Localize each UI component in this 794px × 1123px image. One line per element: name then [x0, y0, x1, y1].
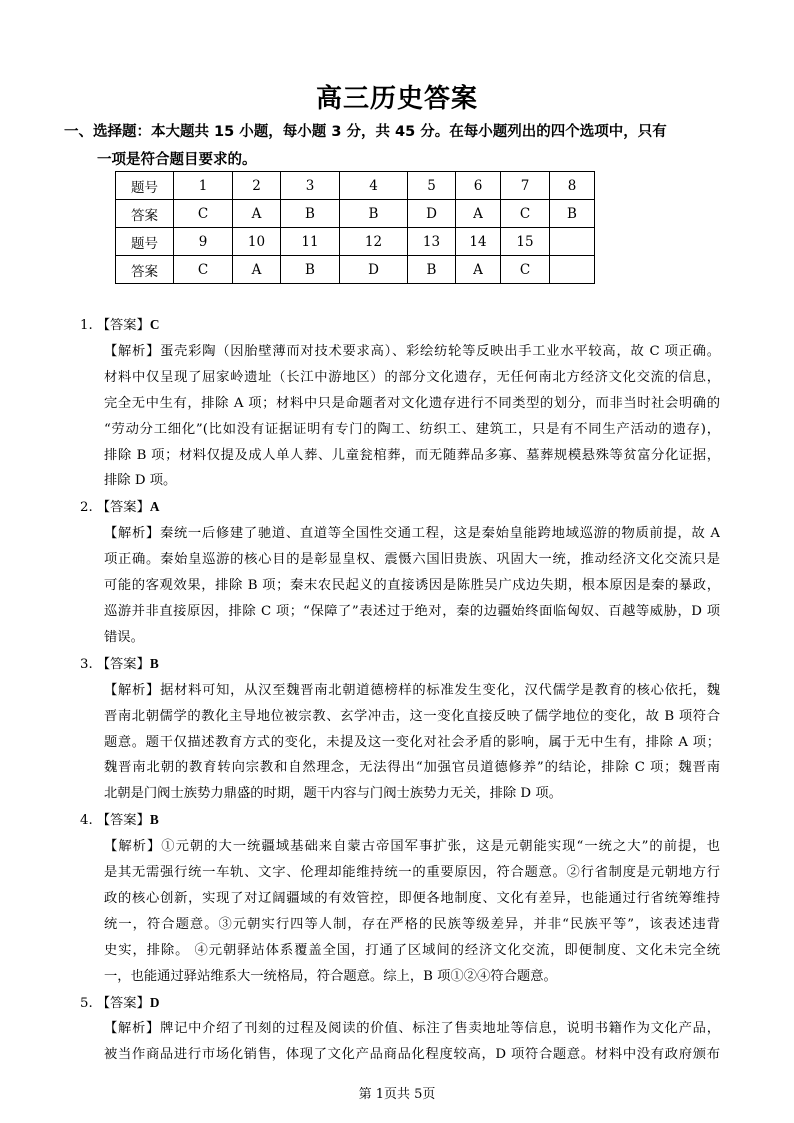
analysis-line: 政的核心创新，实现了对辽阔疆域的有效管控，即便各地制度、文化有差异，也能通过行省统筹维持 — [104, 890, 720, 906]
row-header-cell: 答案 — [116, 200, 174, 228]
answer-label: 【答案】 — [96, 500, 150, 516]
table-cell: B — [340, 200, 408, 228]
answer-label: 【答案】 — [96, 318, 150, 333]
answer-line — [80, 312, 720, 339]
analysis-line: 北朝是门阀士族势力鼎盛的时期，题干内容与门阀士族势力无关，排除 D 项。 — [104, 786, 562, 802]
answer-table — [115, 171, 595, 284]
item-number: 5. — [80, 995, 93, 1011]
answer-explanations — [80, 312, 720, 1068]
section-heading — [64, 118, 724, 174]
analysis-line: 是其无需强行统一车轨、文字、伦理却能维持统一的重要原因，符合题意。②行省制度是元朝地方行 — [104, 865, 720, 881]
answer-line — [80, 494, 720, 521]
answer-label: 【答案】 — [96, 813, 150, 829]
item-number: 1. — [80, 318, 93, 333]
row-header-cell: 题号 — [116, 172, 174, 200]
section-heading-line: 一、选择题：本大题共 15 小题，每小题 3 分，共 45 分。在每小题列出的四个选项中，只有 — [64, 124, 667, 140]
answer-item — [80, 990, 720, 1069]
table-cell: B — [281, 200, 340, 228]
table-cell: B — [281, 256, 340, 284]
analysis-line: 【解析】据材料可知，从汉至魏晋南北朝道德榜样的标准发生变化，汉代儒学是教育的核心依托，魏 — [104, 682, 720, 698]
table-cell: B — [550, 200, 595, 228]
table-cell: B — [408, 256, 456, 284]
page-title: 高三历史答案 — [315, 84, 478, 114]
analysis-line: 巡游并非直接原因，排除 C 项；“保障了”表述过于绝对，秦的边疆始终面临匈奴、百越等威胁，D 项 — [104, 603, 720, 619]
table-cell: C — [174, 256, 233, 284]
analysis-line: “劳动分工细化”(比如没有证据证明有专门的陶工、纺织工、建筑工，只是有不同生产活动的遗存)， — [104, 421, 720, 437]
table-row — [116, 228, 595, 256]
analysis-line: 【解析】①元朝的大一统疆域基础来自蒙古帝国军事扩张，这是元朝能实现“一统之大”的前提，也 — [104, 839, 720, 855]
answer-line — [80, 990, 720, 1017]
table-cell — [550, 228, 595, 256]
analysis-line: 被当作商品进行市场化销售，体现了文化产品商品化程度较高，D 项符合题意。材料中没有政府颁布 — [104, 1047, 720, 1063]
analysis-line: 可能的客观效果，排除 B 项；秦末农民起义的直接诱因是陈胜吴广戍边失期，根本原因是秦的暴政， — [104, 578, 720, 594]
row-header-cell: 答案 — [116, 256, 174, 284]
section-heading-line: 一项是符合题目要求的。 — [97, 152, 257, 168]
table-cell: 1 — [174, 172, 233, 200]
analysis-line: 晋南北朝儒学的教化主导地位被宗教、玄学冲击，这一变化直接反映了儒学地位的变化，故 B 项符合 — [104, 708, 720, 724]
table-cell: A — [456, 256, 501, 284]
table-cell: 11 — [281, 228, 340, 256]
table-cell: 8 — [550, 172, 595, 200]
table-cell: 4 — [340, 172, 408, 200]
table-cell: 14 — [456, 228, 501, 256]
analysis-line: 题意。题干仅描述教育方式的变化，未提及这一变化对社会矛盾的影响，属于无中生有，排除 A 项； — [104, 734, 720, 750]
item-number: 3. — [80, 656, 93, 672]
analysis-line: 完全无中生有，排除 A 项；材料中只是命题者对文化遗存进行不同类型的划分，而非当时社会明确的 — [104, 395, 720, 411]
table-cell: 6 — [456, 172, 501, 200]
answer-item — [80, 494, 720, 650]
analysis-line: 错误。 — [104, 629, 144, 645]
item-number: 4. — [80, 813, 93, 829]
table-cell: D — [340, 256, 408, 284]
answer-line — [80, 651, 720, 678]
table-cell: 15 — [501, 228, 550, 256]
table-cell: A — [456, 200, 501, 228]
table-cell: 3 — [281, 172, 340, 200]
answer-label: 【答案】 — [96, 995, 150, 1011]
answer-letter: A — [149, 499, 160, 515]
analysis-line: 【解析】蛋壳彩陶（因胎壁薄而对技术要求高）、彩绘纺轮等反映出手工业水平较高，故 C 项正确。 — [104, 343, 720, 359]
analysis-line: 排除 B 项；材料仅提及成人单人葬、儿童瓮棺葬，而无随葬品多寡、墓葬规模悬殊等贫富分化证据， — [104, 447, 720, 463]
table-row — [116, 172, 595, 200]
page-footer: 第 1页共 5页 — [358, 1087, 436, 1102]
row-header-cell: 题号 — [116, 228, 174, 256]
table-cell: C — [501, 256, 550, 284]
analysis-line: 【解析】秦统一后修建了驰道、直道等全国性交通工程，这是秦始皇能跨地域巡游的物质前提，故 A — [104, 526, 720, 542]
table-cell: D — [408, 200, 456, 228]
table-cell: A — [233, 256, 281, 284]
table-cell: C — [501, 200, 550, 228]
answer-letter: C — [149, 317, 160, 332]
table-row — [116, 256, 595, 284]
item-number: 2. — [80, 500, 93, 516]
answer-label: 【答案】 — [96, 656, 150, 672]
answer-item — [80, 312, 720, 494]
analysis-line: 魏晋南北朝的教育转向宗教和自然理念，无法得出“加强官员道德修养”的结论，排除 C 项；魏晋南 — [104, 760, 720, 776]
table-cell: 10 — [233, 228, 281, 256]
answer-item — [80, 807, 720, 989]
analysis-line: 统一，符合题意。③元朝实行四等人制，存在严格的民族等级差异，并非“民族平等”，该表述违背 — [104, 916, 720, 932]
table-cell: 13 — [408, 228, 456, 256]
answer-letter: B — [149, 812, 159, 828]
table-row — [116, 200, 595, 228]
analysis-line: 史实，排除。 ④元朝驿站体系覆盖全国，打通了区域间的经济文化交流，即便制度、文化未完全统 — [104, 942, 720, 958]
analysis-line: 排除 D 项。 — [104, 473, 177, 489]
table-cell: 7 — [501, 172, 550, 200]
analysis-line: 项正确。秦始皇巡游的核心目的是彰显皇权、震慑六国旧贵族、巩固大一统，推动经济文化交流只是 — [104, 552, 720, 568]
answer-letter: B — [149, 655, 159, 671]
table-cell: 5 — [408, 172, 456, 200]
table-cell: 9 — [174, 228, 233, 256]
table-cell: A — [233, 200, 281, 228]
analysis-line: 材料中仅呈现了屈家岭遗址（长江中游地区）的部分文化遗存，无任何南北方经济文化交流的信息， — [104, 369, 720, 385]
table-cell: 12 — [340, 228, 408, 256]
analysis-line: 一，也能通过驿站维系大一统格局，符合题意。综上，B 项①②④符合题意。 — [104, 968, 557, 984]
table-cell: 2 — [233, 172, 281, 200]
analysis-line: 【解析】牌记中介绍了刊刻的过程及阅读的价值、标注了售卖地址等信息，说明书籍作为文化产品， — [104, 1021, 720, 1037]
answer-item — [80, 651, 720, 807]
answer-line — [80, 807, 720, 834]
answer-letter: D — [149, 994, 160, 1010]
table-cell: C — [174, 200, 233, 228]
table-cell — [550, 256, 595, 284]
